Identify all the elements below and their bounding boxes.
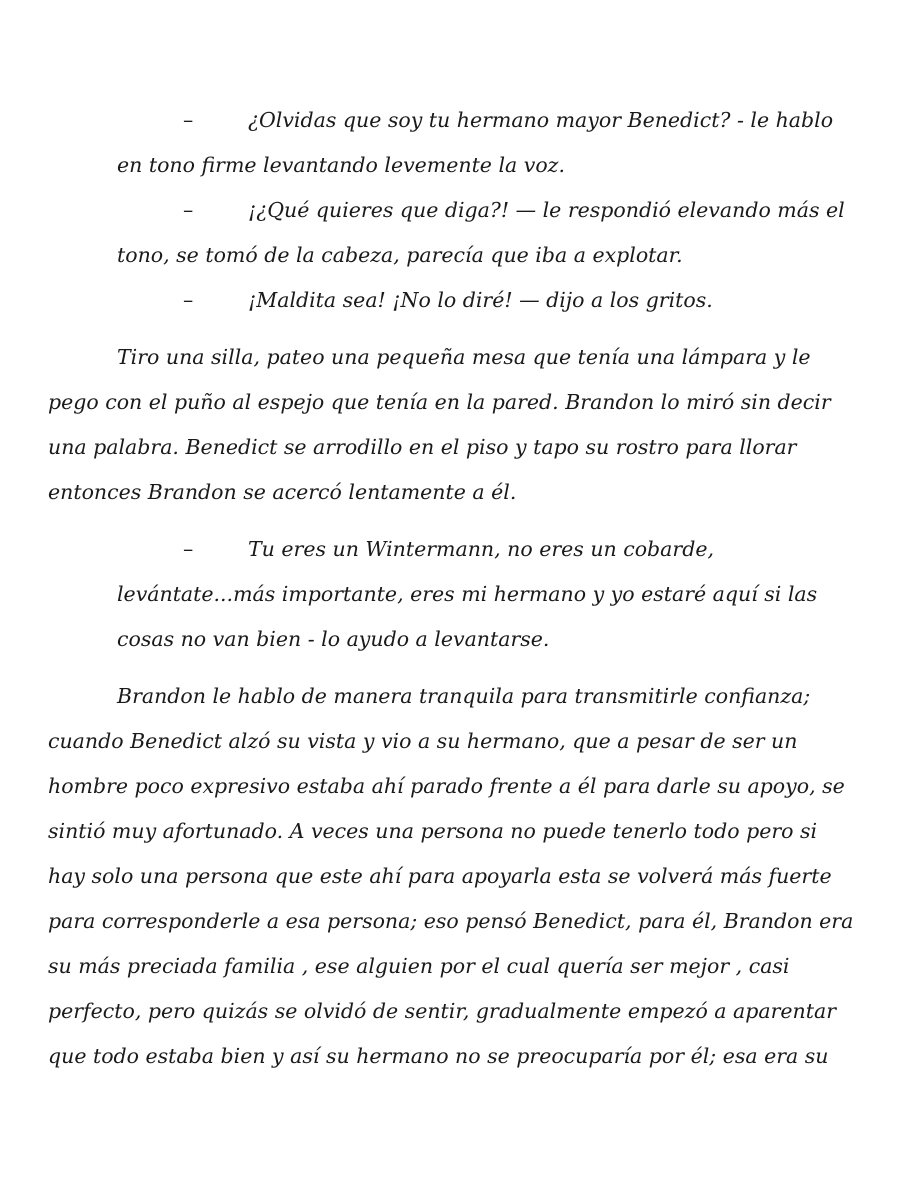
paragraph-line: entonces Brandon se acercó lentamente a él. [48,480,517,504]
paragraph-line: Tiro una silla, pateo una pequeña mesa que tenía una lámpara y le [117,345,811,369]
paragraph-line: pego con el puño al espejo que tenía en la pared. Brandon lo miró sin decir [48,390,831,414]
dialogue-line: levántate...más importante, eres mi hermano y yo estaré aquí si las [117,582,818,606]
paragraph-line: Brandon le hablo de manera tranquila para transmitirle confianza; [117,684,811,708]
dialogue-line: tono, se tomó de la cabeza, parecía que iba a explotar. [117,243,683,267]
dialogue-line: Tu eres un Wintermann, no eres un cobarde, [248,537,714,561]
dialogue-line: ¿Olvidas que soy tu hermano mayor Benedict? - le hablo [248,108,834,132]
dialogue-line: en tono firme levantando levemente la voz. [117,153,565,177]
dialogue-line: cosas no van bien - lo ayudo a levantarse. [117,627,550,651]
paragraph-line: que todo estaba bien y así su hermano no se preocuparía por él; esa era su [48,1044,829,1068]
dialogue-dash: – [183,288,194,312]
paragraph-line: cuando Benedict alzó su vista y vio a su hermano, que a pesar de ser un [48,729,798,753]
dialogue-dash: – [183,198,194,222]
paragraph-line: hombre poco expresivo estaba ahí parado frente a él para darle su apoyo, se [48,774,845,798]
paragraph-line: para corresponderle a esa persona; eso pensó Benedict, para él, Brandon era [48,909,854,933]
dialogue-line: ¡¿Qué quieres que diga?! — le respondió elevando más el [248,198,845,222]
paragraph-line: su más preciada familia , ese alguien por el cual quería ser mejor , casi [48,954,790,978]
paragraph-line: una palabra. Benedict se arrodillo en el piso y tapo su rostro para llorar [48,435,797,459]
dialogue-line: ¡Maldita sea! ¡No lo diré! — dijo a los gritos. [248,288,713,312]
dialogue-dash: – [183,108,194,132]
paragraph-line: hay solo una persona que este ahí para apoyarla esta se volverá más fuerte [48,864,832,888]
paragraph-line: sintió muy afortunado. A veces una persona no puede tenerlo todo pero si [48,819,818,843]
dialogue-dash: – [183,537,194,561]
paragraph-line: perfecto, pero quizás se olvidó de sentir, gradualmente empezó a aparentar [48,999,836,1023]
